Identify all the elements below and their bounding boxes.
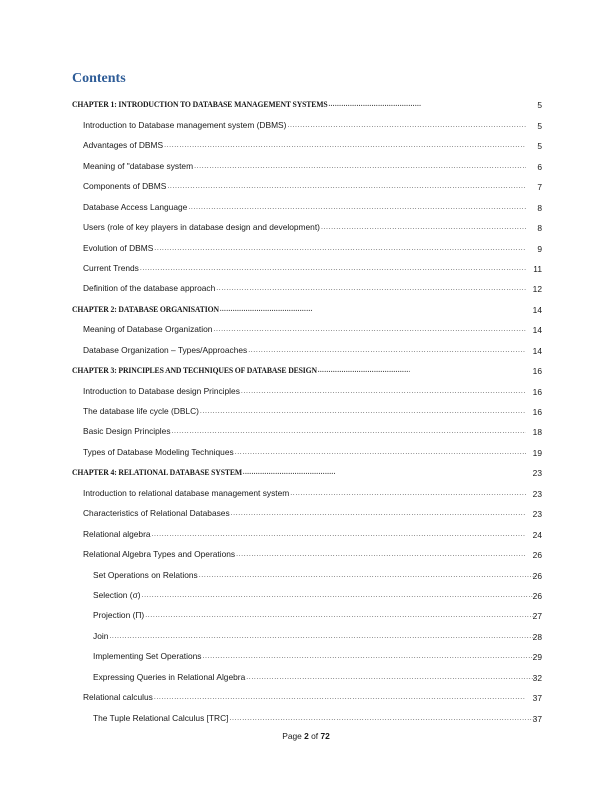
toc-dot-leader (318, 365, 410, 376)
toc-entry-page-number: 6 (537, 161, 542, 172)
toc-dot-leader (200, 406, 526, 417)
toc-section-row (72, 110, 527, 130)
toc-dot-leader (220, 304, 312, 315)
toc-entry-title: Database Organization – Types/Approaches (83, 344, 248, 355)
toc-entry-title: Components of DBMS (83, 181, 167, 192)
toc-entry[interactable] (72, 683, 542, 703)
toc-section-row (72, 151, 527, 171)
toc-entry-title: CHAPTER 3: PRINCIPLES AND TECHNIQUES OF DATABASE DESIGN (72, 366, 317, 376)
toc-section-row (72, 662, 537, 682)
toc-entry-title: Projection (Π) (93, 610, 145, 621)
toc-entry-page-number: 37 (532, 693, 542, 704)
toc-section-row (72, 131, 527, 151)
toc-entry-page-number: 9 (537, 243, 542, 254)
toc-dot-leader (241, 386, 526, 397)
toc-dot-leader (194, 161, 526, 172)
toc-entry[interactable] (72, 254, 542, 274)
toc-dot-leader (236, 549, 526, 560)
toc-entry[interactable] (72, 540, 542, 560)
toc-section-row (72, 192, 527, 212)
toc-dot-leader (145, 610, 536, 621)
toc-entry[interactable] (72, 335, 542, 355)
toc-entry-page-number: 12 (532, 284, 542, 295)
toc-section-row (72, 540, 527, 560)
toc-entry[interactable] (72, 560, 542, 580)
toc-entry-title: CHAPTER 1: INTRODUCTION TO DATABASE MANAGEMENT SYSTEMS (72, 100, 328, 110)
toc-entry-page-number: 26 (532, 570, 542, 581)
toc-entry-page-number: 26 (532, 550, 542, 561)
footer-prefix: Page (282, 731, 305, 741)
toc-section-row (72, 254, 527, 274)
toc-entry-page-number: 23 (532, 488, 542, 499)
toc-section-row (72, 335, 527, 355)
toc-entry-title: CHAPTER 2: DATABASE ORGANISATION (72, 304, 219, 314)
toc-entry[interactable] (72, 437, 542, 457)
toc-section-row (72, 601, 537, 621)
toc-entry-title: Set Operations on Relations (93, 569, 198, 580)
toc-entry-title: Evolution of DBMS (83, 242, 154, 253)
toc-dot-leader (188, 202, 526, 213)
toc-entry[interactable] (72, 621, 542, 641)
toc-section-row (72, 315, 527, 335)
toc-entry-page-number: 37 (532, 713, 542, 724)
toc-entry-page-number: 16 (532, 386, 542, 397)
toc-entry-page-number: 5 (537, 120, 542, 131)
toc-entry-page-number: 23 (532, 468, 542, 479)
toc-entry-title: Meaning of Database Organization (83, 324, 213, 335)
toc-entry[interactable] (72, 519, 542, 539)
toc-section-row (72, 621, 537, 641)
toc-entry-page-number: 26 (532, 590, 542, 601)
toc-dot-leader (213, 324, 526, 335)
toc-section-row (72, 499, 527, 519)
toc-entry-page-number: 24 (532, 529, 542, 540)
toc-entry-page-number: 27 (532, 611, 542, 622)
toc-entry[interactable] (72, 110, 542, 130)
toc-entry-title: Users (role of key players in database design and development) (83, 222, 320, 233)
toc-section-row (72, 376, 527, 396)
toc-dot-leader (140, 263, 526, 274)
toc-entry-title: Expressing Queries in Relational Algebra (93, 671, 246, 682)
toc-section-row (72, 437, 527, 457)
toc-chapter-row (72, 356, 541, 376)
toc-entry-title: The database life cycle (DBLC) (83, 406, 199, 416)
toc-entry-title: Introduction to Database design Principles (83, 385, 240, 396)
toc-dot-leader (321, 222, 526, 233)
toc-dot-leader (235, 447, 526, 458)
toc-entry[interactable] (72, 294, 542, 314)
toc-chapter-row (72, 294, 541, 314)
toc-entry[interactable] (72, 642, 542, 662)
toc-entry[interactable] (72, 703, 542, 723)
toc-section-row (72, 172, 527, 192)
toc-section-row (72, 213, 527, 233)
toc-entry[interactable] (72, 131, 542, 151)
toc-entry[interactable] (72, 315, 542, 335)
toc-entry-title: Current Trends (83, 262, 139, 273)
toc-dot-leader (290, 488, 526, 499)
toc-entry[interactable] (72, 397, 542, 417)
toc-entry-title: Basic Design Principles (83, 426, 171, 437)
toc-section-row (72, 703, 537, 723)
toc-entry[interactable] (72, 192, 542, 212)
toc-entry-page-number: 8 (537, 202, 542, 213)
toc-entry-page-number: 14 (532, 345, 542, 356)
toc-entry-title: Advantages of DBMS (83, 140, 164, 151)
toc-dot-leader (216, 283, 526, 294)
toc-section-row (72, 478, 527, 498)
toc-section-row (72, 274, 527, 294)
toc-entry-page-number: 7 (537, 182, 542, 193)
toc-entry-title: Introduction to Database management system (DBMS) (83, 119, 287, 130)
toc-entry-page-number: 16 (532, 366, 542, 377)
toc-section-row (72, 417, 527, 437)
toc-entry-title: Introduction to relational database management system (83, 487, 290, 498)
toc-entry-page-number: 29 (532, 652, 542, 663)
toc-chapter-row (72, 90, 541, 110)
toc-entry[interactable] (72, 376, 542, 396)
toc-entry-page-number: 5 (537, 141, 542, 152)
toc-entry-title: Join (93, 630, 109, 641)
toc-section-row (72, 581, 537, 601)
footer-total-pages: 72 (320, 731, 330, 741)
toc-entry-title: Meaning of "database system (83, 160, 194, 171)
toc-dot-leader (142, 590, 536, 601)
toc-dot-leader (199, 570, 536, 581)
toc-dot-leader (243, 467, 335, 478)
toc-entry[interactable] (72, 662, 542, 682)
toc-entry-page-number: 18 (532, 427, 542, 438)
toc-dot-leader (109, 631, 536, 642)
toc-entry-title: Selection (σ) (93, 589, 141, 600)
toc-entry-title: The Tuple Relational Calculus [TRC] (93, 712, 229, 723)
toc-entry[interactable] (72, 172, 542, 192)
toc-dot-leader (167, 181, 526, 192)
toc-dot-leader (172, 426, 526, 437)
toc-entry-title: Database Access Language (83, 201, 188, 212)
toc-dot-leader (164, 140, 526, 151)
toc-entry-page-number: 14 (532, 325, 542, 336)
toc-entry[interactable] (72, 233, 542, 253)
toc-entry-title: Relational calculus (83, 692, 153, 703)
toc-entry-page-number: 14 (532, 304, 542, 315)
toc-entry[interactable] (72, 601, 542, 621)
toc-entry-title: Types of Database Modeling Techniques (83, 446, 234, 457)
footer-current-page: 2 (304, 731, 309, 741)
toc-entry[interactable] (72, 499, 542, 519)
toc-section-row (72, 560, 537, 580)
toc-entry[interactable] (72, 417, 542, 437)
toc-dot-leader (154, 692, 526, 703)
toc-entry[interactable] (72, 478, 542, 498)
toc-dot-leader (152, 529, 526, 540)
toc-section-row (72, 642, 537, 662)
toc-entry[interactable] (72, 356, 542, 376)
toc-section-row (72, 397, 527, 417)
toc-dot-leader (287, 120, 526, 131)
toc-entry-page-number: 28 (532, 631, 542, 642)
toc-entry-title: Definition of the database approach (83, 283, 216, 294)
toc-dot-leader (154, 243, 526, 254)
footer-of: of (308, 731, 321, 741)
toc-section-row (72, 683, 527, 703)
toc-entry[interactable] (72, 458, 542, 478)
toc-entry-page-number: 23 (532, 509, 542, 520)
toc-section-row (72, 233, 527, 253)
toc-dot-leader (328, 99, 420, 110)
toc-entry-title: Relational Algebra Types and Operations (83, 549, 236, 560)
toc-entry-page-number: 32 (532, 672, 542, 683)
toc-entry-page-number: 16 (532, 407, 542, 417)
toc-dot-leader (229, 713, 536, 724)
contents-heading: Contents (72, 71, 126, 86)
toc-dot-leader (202, 651, 536, 662)
toc-entry-title: Implementing Set Operations (93, 651, 202, 662)
toc-entry-page-number: 19 (532, 447, 542, 458)
toc-entry[interactable] (72, 213, 542, 233)
toc-entry[interactable] (72, 151, 542, 171)
toc-dot-leader (231, 508, 526, 519)
toc-entry-page-number: 5 (537, 100, 542, 111)
toc-dot-leader (248, 345, 526, 356)
toc-dot-leader (246, 672, 536, 683)
table-of-contents (72, 90, 542, 724)
toc-entry-title: CHAPTER 4: RELATIONAL DATABASE SYSTEM (72, 468, 242, 478)
page-footer (0, 731, 612, 741)
toc-entry-page-number: 11 (533, 263, 542, 274)
toc-entry-page-number: 8 (537, 223, 542, 234)
toc-section-row (72, 519, 527, 539)
toc-entry-title: Relational algebra (83, 528, 151, 539)
toc-entry-title: Characteristics of Relational Databases (83, 508, 230, 519)
toc-entry[interactable] (72, 90, 542, 110)
toc-entry[interactable] (72, 274, 542, 294)
toc-chapter-row (72, 458, 541, 478)
toc-entry[interactable] (72, 581, 542, 601)
